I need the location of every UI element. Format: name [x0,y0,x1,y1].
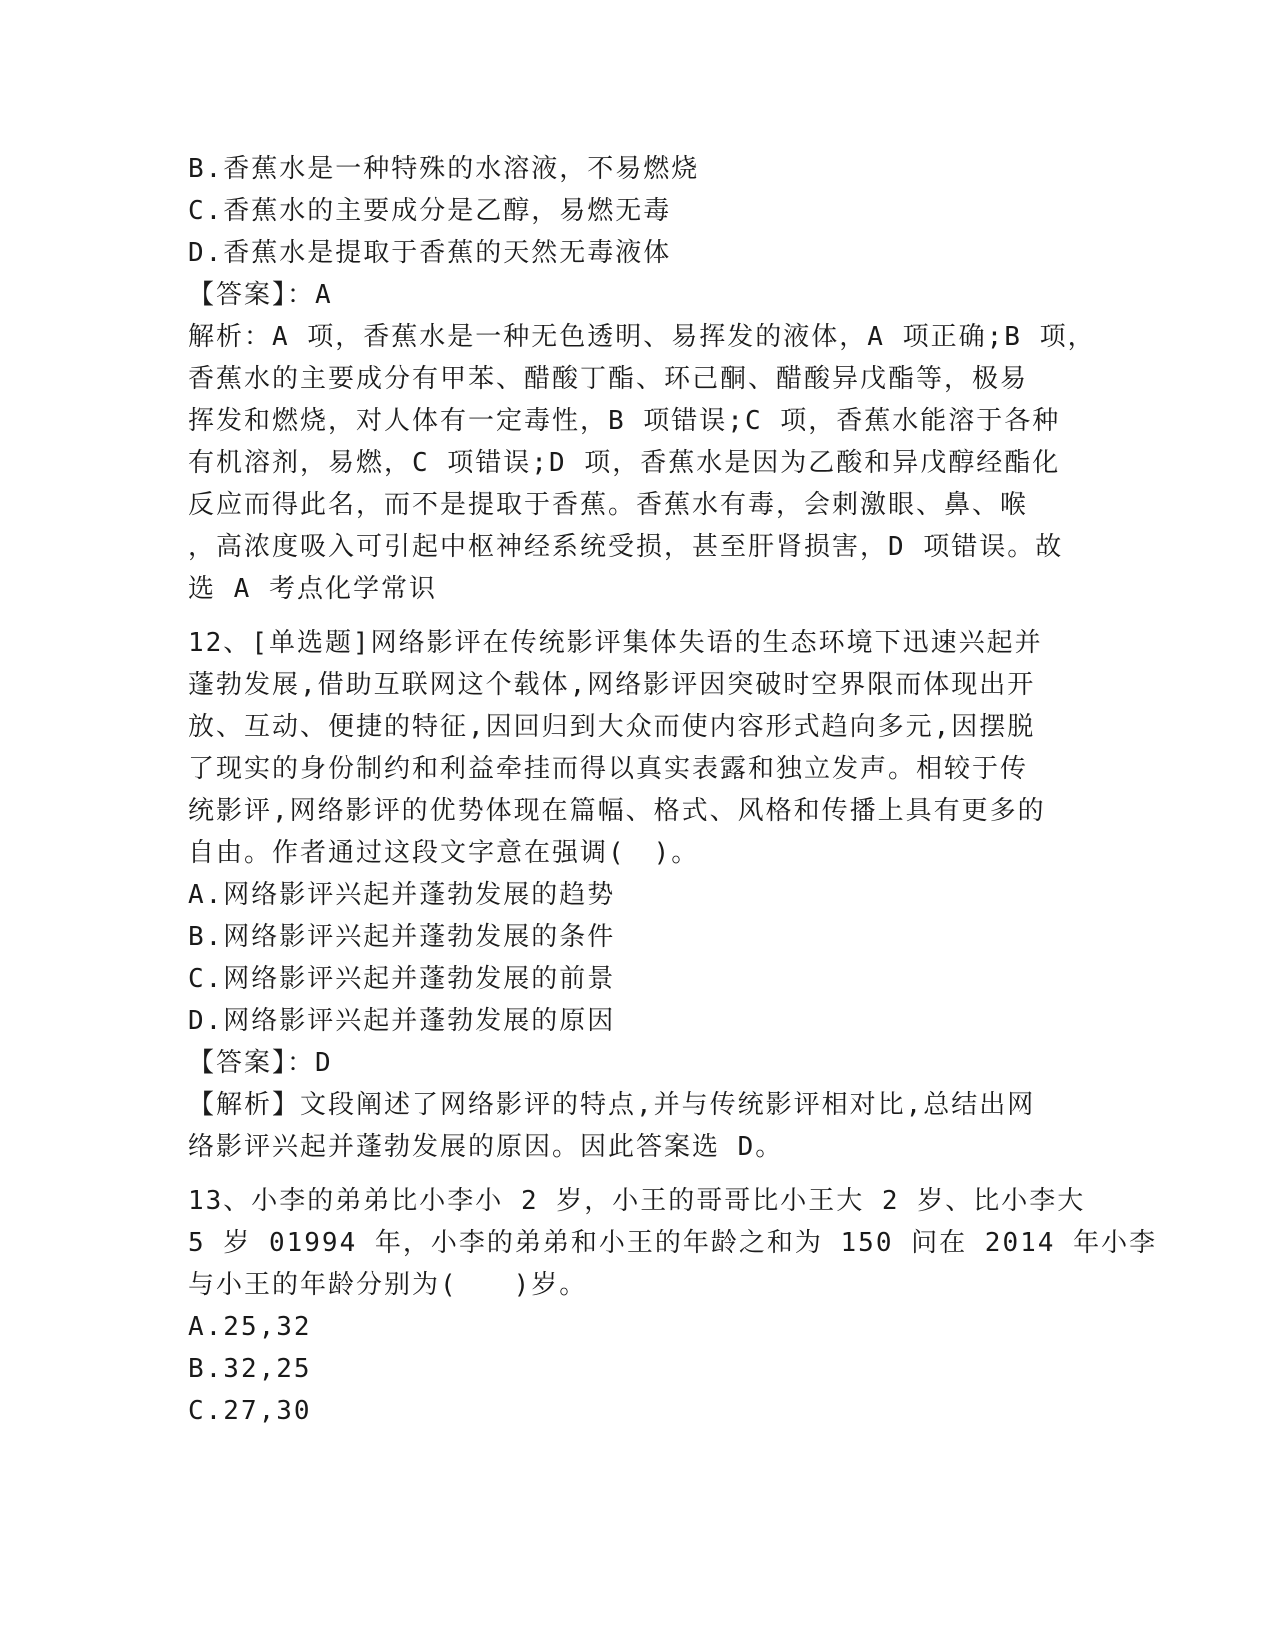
q11-explanation-line: 挥发和燃烧，对人体有一定毒性，B 项错误;C 项，香蕉水能溶于各种 [188,406,1061,436]
q12-option-c: C.网络影评兴起并蓬勃发展的前景 [188,964,616,994]
q11-explanation-line: 反应而得此名，而不是提取于香蕉。香蕉水有毒，会刺激眼、鼻、喉 [188,490,1029,520]
document-page [188,148,1158,1432]
q12-stem-line: 自由。作者通过这段文字意在强调( )。 [188,838,700,868]
q13-option-a: A.25,32 [188,1312,312,1342]
q12-stem-line: 了现实的身份制约和利益牵挂而得以真实表露和独立发声。相较于传 [188,754,1029,784]
q12-stem-line: 12、[单选题]网络影评在传统影评集体失语的生态环境下迅速兴起并 [188,628,1043,658]
q11-explanation-line: 选 A 考点化学常识 [188,574,437,604]
q12-answer: 【答案】：D [188,1048,333,1078]
q11-option-c: C.香蕉水的主要成分是乙醇，易燃无毒 [188,196,672,226]
q12-stem-line: 统影评,网络影评的优势体现在篇幅、格式、风格和传播上具有更多的 [188,796,1046,826]
q13-option-c: C.27,30 [188,1396,312,1426]
q13-stem-line: 5 岁 01994 年，小李的弟弟和小王的年龄之和为 150 问在 2014 年小李 [188,1228,1158,1258]
q13-option-b: B.32,25 [188,1354,312,1384]
q12-explanation-line: 络影评兴起并蓬勃发展的原因。因此答案选 D。 [188,1132,784,1162]
q11-option-b: B.香蕉水是一种特殊的水溶液，不易燃烧 [188,154,700,184]
q12-option-b: B.网络影评兴起并蓬勃发展的条件 [188,922,616,952]
q12-explanation-line: 【解析】文段阐述了网络影评的特点,并与传统影评相对比,总结出网 [188,1090,1036,1120]
q11-explanation-line: 有机溶剂，易燃，C 项错误;D 项，香蕉水是因为乙酸和异戊醇经酯化 [188,448,1061,478]
question-12 [188,622,1088,1168]
q11-answer: 【答案】：A [188,280,333,310]
question-11 [188,148,1096,610]
q11-explanation-line: 解析：A 项，香蕉水是一种无色透明、易挥发的液体，A 项正确;B 项， [188,322,1096,352]
q12-option-a: A.网络影评兴起并蓬勃发展的趋势 [188,880,616,910]
q11-option-d: D.香蕉水是提取于香蕉的天然无毒液体 [188,238,672,268]
q13-stem-line: 与小王的年龄分别为( )岁。 [188,1270,588,1300]
q12-option-d: D.网络影评兴起并蓬勃发展的原因 [188,1006,616,1036]
q13-stem-line: 13、小李的弟弟比小李小 2 岁，小王的哥哥比小王大 2 岁、比小李大 [188,1186,1086,1216]
q12-stem-line: 蓬勃发展,借助互联网这个载体,网络影评因突破时空界限而体现出开 [188,670,1036,700]
question-13 [188,1180,1158,1432]
q12-stem-line: 放、互动、便捷的特征,因回归到大众而使内容形式趋向多元,因摆脱 [188,712,1036,742]
q11-explanation-line: 香蕉水的主要成分有甲苯、醋酸丁酯、环己酮、醋酸异戊酯等，极易 [188,364,1029,394]
q11-explanation-line: ，高浓度吸入可引起中枢神经系统受损，甚至肝肾损害，D 项错误。故 [188,532,1064,562]
